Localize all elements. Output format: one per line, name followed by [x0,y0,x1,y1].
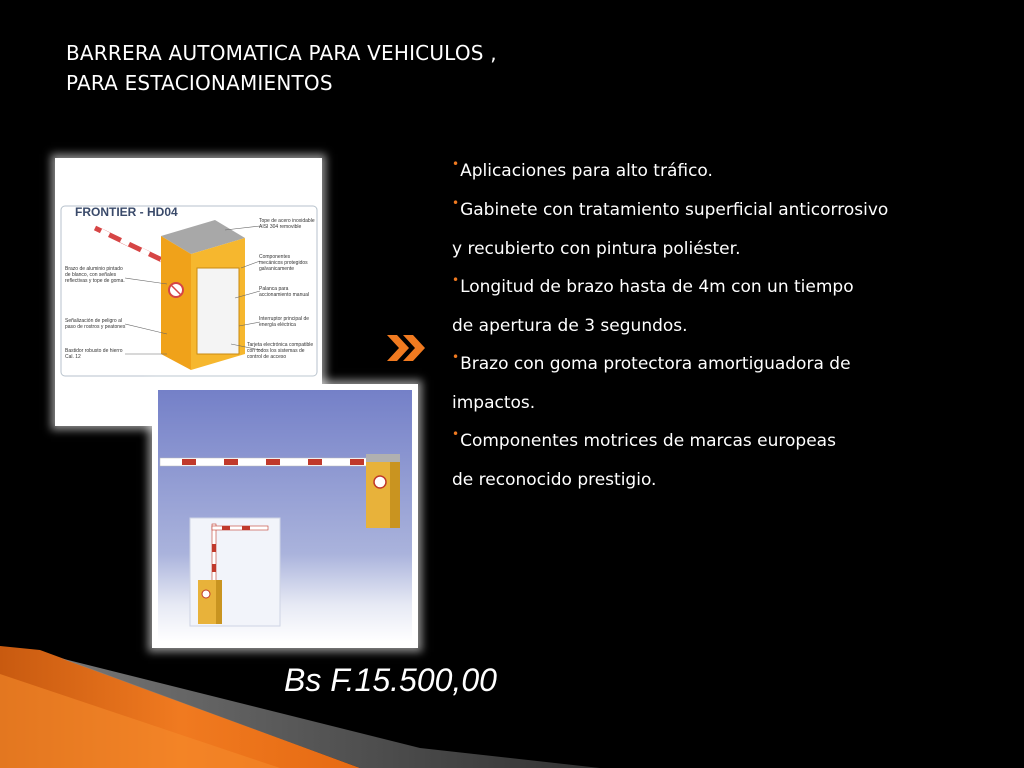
callout-interruptor: Interruptor principal de energía eléctrica [259,316,310,328]
list-item [452,152,972,191]
list-item [452,345,972,422]
bullet-text-continuation: impactos. [452,393,536,413]
price-label: Bs F.15.500,00 [284,662,497,698]
slide-title [66,38,497,98]
callout-bastidor: Bastidor robusto de hierro Cal. 12 [65,348,123,360]
bullet-marker: • [452,273,460,287]
barrier-render-image [152,384,418,648]
title-line-1: BARRERA AUTOMATICA PARA VEHICULOS , [66,41,497,65]
feature-list [452,152,972,499]
callout-componentes: Componentes mecánicos protegidos galvanicamente [259,254,308,272]
bullet-text-continuation: de apertura de 3 segundos. [452,316,688,336]
callout-brazo: Brazo de aluminio pintado de blanco, con señales reflectivas y tope de goma. [65,266,125,284]
bullet-marker: • [452,350,460,364]
callout-senalizacion: Señalización de peligro al paso de rostros y peatones [65,318,126,330]
diagram-model-label: FRONTIER - HD04 [75,205,178,219]
bullet-text: Gabinete con tratamiento superficial anticorrosivo [460,200,889,220]
title-line-2: PARA ESTACIONAMIENTOS [66,71,333,95]
bullet-text: Longitud de brazo hasta de 4m con un tiempo [460,277,854,297]
bullet-marker: • [452,196,460,210]
horizontal-arm [160,458,392,466]
double-chevron-right-icon [385,333,427,363]
bullet-text-continuation: de reconocido prestigio. [452,470,657,490]
list-item [452,268,972,345]
callout-tope: Tope de acero inoxidable AISI 304 removible [259,218,315,230]
main-cabinet [366,454,400,528]
list-item [452,191,972,268]
barrier-cabinet [161,220,245,370]
inset-open-barrier [190,518,280,626]
bullet-text: Aplicaciones para alto tráfico. [460,161,713,181]
barrier-render-drawing [152,384,418,648]
decorative-swoosh [0,640,1024,768]
bullet-text: Componentes motrices de marcas europeas [460,431,836,451]
bullet-text: Brazo con goma protectora amortiguadora de [460,354,851,374]
bullet-marker: • [452,427,460,441]
callout-tarjeta: Tarjeta electrónica compatible con todos los sistemas de control de acceso [247,342,314,360]
list-item [452,422,972,499]
callout-palanca: Palanca para accionamiento manual [259,286,310,298]
bullet-text-continuation: y recubierto con pintura poliéster. [452,239,741,259]
bullet-marker: • [452,157,460,171]
